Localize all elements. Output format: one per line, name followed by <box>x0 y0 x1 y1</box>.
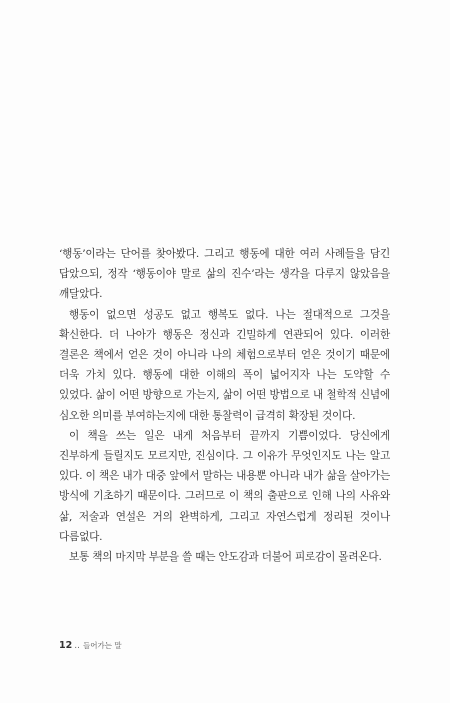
paragraph-4: 보통 책의 마지막 부분을 쓸 때는 안도감과 더불어 피로감이 몰려온다. <box>69 551 382 564</box>
footer-separator: .. <box>74 641 80 651</box>
page-number: 12 <box>59 640 73 651</box>
body-text <box>59 244 390 567</box>
running-head-section-title: 들어가는 말 <box>82 641 122 650</box>
paragraph-1: ‘행동’이라는 단어를 찾아봤다. 그리고 행동에 대한 여러 사례들을 담긴 답았으되, 정작 ‘행동이야 말로 삶의 진수’라는 생각을 다루지 않았음을 깨달았다. <box>59 248 390 301</box>
paragraph-2: 행동이 없으면 성공도 없고 행복도 없다. 나는 절대적으로 그것을 확신한다. 더 나아가 행동은 정신과 긴밀하게 연관되어 있다. 이러한 결론은 책에서 얻은 것이 아니라 나의 체험으로부터 얻은 것이기 때문에 더욱 가치 있다. 행동에 대한 이해의 폭이 넓어지자 나는 도약할 수 있었다. 삶이 어떤 방향으로 가는지, 삶이 어떤 방법으로 내 철학적 신념에 심오한 의미를 부여하는지에 대한 통찰력이 급격히 확장된 것이다. <box>59 308 390 422</box>
page-footer <box>59 640 122 651</box>
paragraph-3: 이 책을 쓰는 일은 내게 처음부터 끝까지 기쁨이었다. 당신에게 진부하게 들릴지도 모르지만, 진심이다. 그 이유가 무엇인지도 나는 알고 있다. 이 책은 내가 대중 앞에서 말하는 내용뿐 아니라 내가 삶을 살아가는 방식에 기초하기 때문이다. 그러므로 이 책의 출판으로 인해 나의 사유와 삶, 저술과 연설은 거의 완벽하게, 그리고 자연스럽게 정리된 것이나 다름없다. <box>59 429 390 543</box>
